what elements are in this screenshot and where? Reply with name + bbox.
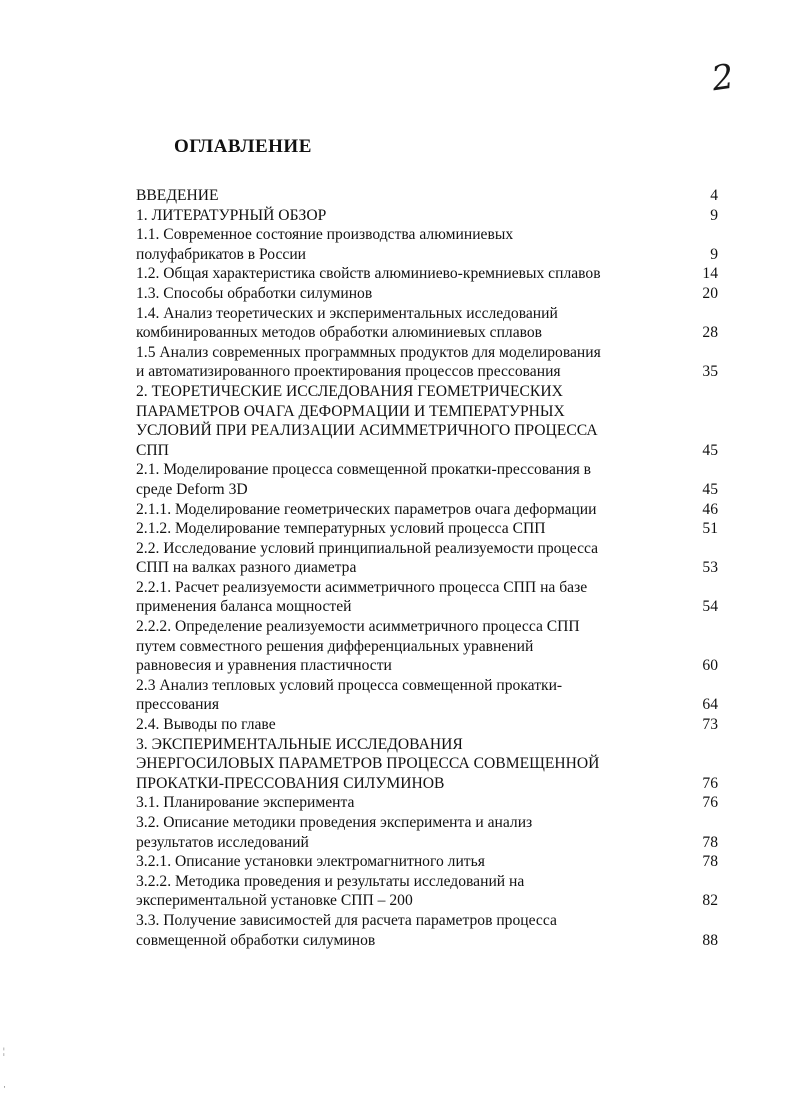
toc-entry — [136, 852, 720, 872]
toc-entry — [136, 206, 720, 226]
toc-entry-title: 3.1. Планирование эксперимента — [136, 794, 355, 812]
toc-entry-page: 73 — [702, 716, 718, 734]
toc-entry-title: 2.3 Анализ тепловых условий процесса совмещенной прокатки- прессования — [136, 676, 563, 714]
toc-entry-title: 3.3. Получение зависимостей для расчета параметров процесса совмещенной обработки силуминов — [136, 911, 557, 949]
toc-entry — [136, 519, 720, 539]
toc-entry-title: 2.4. Выводы по главе — [136, 716, 276, 734]
toc-entry — [136, 715, 720, 735]
toc-entry — [136, 225, 720, 264]
toc-entry-page: 76 — [702, 774, 718, 792]
toc-entry-title: ВВЕДЕНИЕ — [136, 187, 219, 204]
toc-entry-page: 45 — [702, 480, 718, 498]
scan-artifact-mark: · — [3, 1082, 6, 1092]
toc-entry — [136, 793, 720, 813]
toc-entry-title: 3.2. Описание методики проведения эксперимента и анализ результатов исследований — [136, 814, 533, 851]
toc-entry — [136, 382, 720, 460]
toc-entry-page: 60 — [702, 657, 718, 675]
toc-entry-page: 64 — [702, 696, 718, 714]
scan-artifact-mark: ¦ — [3, 1046, 5, 1056]
toc-entry-title: 3.2.1. Описание установки электромагнитного литья — [136, 853, 485, 871]
toc-entry-title: 1.5 Анализ современных программных продуктов для моделирования и автоматизированного проектирования процессов прессования — [136, 343, 601, 381]
toc-entry — [136, 284, 720, 304]
toc-entry — [136, 578, 720, 617]
toc-entry-page: 4 — [710, 187, 718, 204]
toc-entry-page: 76 — [702, 794, 718, 812]
toc-entry-title: 3.2.2. Методика проведения и результаты исследований на экспериментальной установке СПП – 200 — [136, 872, 525, 910]
toc-entry-page: 51 — [702, 520, 718, 538]
toc-entry — [136, 872, 720, 911]
toc-entry-page: 45 — [702, 441, 718, 459]
toc-entry — [136, 911, 720, 950]
toc-entry-title: 1.1. Современное состояние производства алюминиевых полуфабрикатов в России — [136, 226, 514, 263]
toc-entry-page: 78 — [702, 833, 718, 851]
toc-entry — [136, 264, 720, 284]
toc-entry-title: 2.2. Исследование условий принципиальной реализуемости процесса СПП на валках разного диаметра — [136, 539, 599, 577]
toc-entry-page: 54 — [702, 598, 718, 616]
toc-entry-page: 20 — [702, 284, 718, 302]
toc-entry — [136, 617, 720, 676]
toc-entry — [136, 186, 720, 206]
toc-title: ОГЛАВЛЕНИЕ — [174, 136, 312, 157]
toc-entry-page: 9 — [710, 245, 718, 263]
toc-entry-title: 2. ТЕОРЕТИЧЕСКИЕ ИССЛЕДОВАНИЯ ГЕОМЕТРИЧЕСКИХ ПАРАМЕТРОВ ОЧАГА ДЕФОРМАЦИИ И ТЕМПЕРАТУРНЫХ УСЛОВИЙ ПРИ РЕАЛИЗАЦИИ АСИММЕТРИЧНОГО ПРОЦЕССА СПП — [136, 382, 598, 459]
toc-entry — [136, 676, 720, 715]
toc-entry-page: 35 — [702, 363, 718, 381]
toc-entry-title: 2.1.1. Моделирование геометрических параметров очага деформации — [136, 500, 597, 518]
toc-entry — [136, 539, 720, 578]
toc-entry-page: 46 — [702, 500, 718, 518]
toc-entry-page: 78 — [702, 853, 718, 871]
toc-entry — [136, 460, 720, 499]
table-of-contents — [136, 186, 720, 950]
toc-entry-title: 1.2. Общая характеристика свойств алюминиево-кремниевых сплавов — [136, 265, 601, 283]
toc-entry-page: 88 — [702, 931, 718, 949]
toc-entry — [136, 343, 720, 382]
toc-entry — [136, 500, 720, 520]
toc-entry-title: 2.1. Моделирование процесса совмещенной прокатки-прессования в среде Deform 3D — [136, 461, 592, 498]
toc-entry-page: 28 — [702, 324, 718, 342]
toc-entry-title: 3. ЭКСПЕРИМЕНТАЛЬНЫЕ ИССЛЕДОВАНИЯ ЭНЕРГОСИЛОВЫХ ПАРАМЕТРОВ ПРОЦЕССА СОВМЕЩЕННОЙ ПРОКАТКИ-ПРЕССОВАНИЯ СИЛУМИНОВ — [136, 735, 600, 792]
toc-entry-title: 1.3. Способы обработки силуминов — [136, 284, 373, 302]
toc-entry-page: 82 — [702, 892, 718, 910]
toc-entry-title: 2.2.2. Определение реализуемости асимметричного процесса СПП путем совместного решения дифференциальных уравнений равновесия и уравнения пластичности — [136, 618, 580, 675]
toc-entry-page: 9 — [710, 206, 718, 224]
toc-entry-title: 1. ЛИТЕРАТУРНЫЙ ОБЗОР — [136, 206, 327, 224]
toc-entry-page: 14 — [702, 265, 718, 283]
toc-entry-title: 2.2.1. Расчет реализуемости асимметричного процесса СПП на базе применения баланса мощностей — [136, 578, 588, 616]
toc-entry — [136, 735, 720, 794]
handwritten-page-number: 2 — [709, 56, 737, 100]
toc-entry-page: 53 — [702, 559, 718, 577]
toc-entry — [136, 304, 720, 343]
toc-entry — [136, 813, 720, 852]
toc-entry-title: 1.4. Анализ теоретических и экспериментальных исследований комбинированных методов обработки алюминиевых сплавов — [136, 304, 558, 342]
toc-entry-title: 2.1.2. Моделирование температурных условий процесса СПП — [136, 520, 546, 538]
